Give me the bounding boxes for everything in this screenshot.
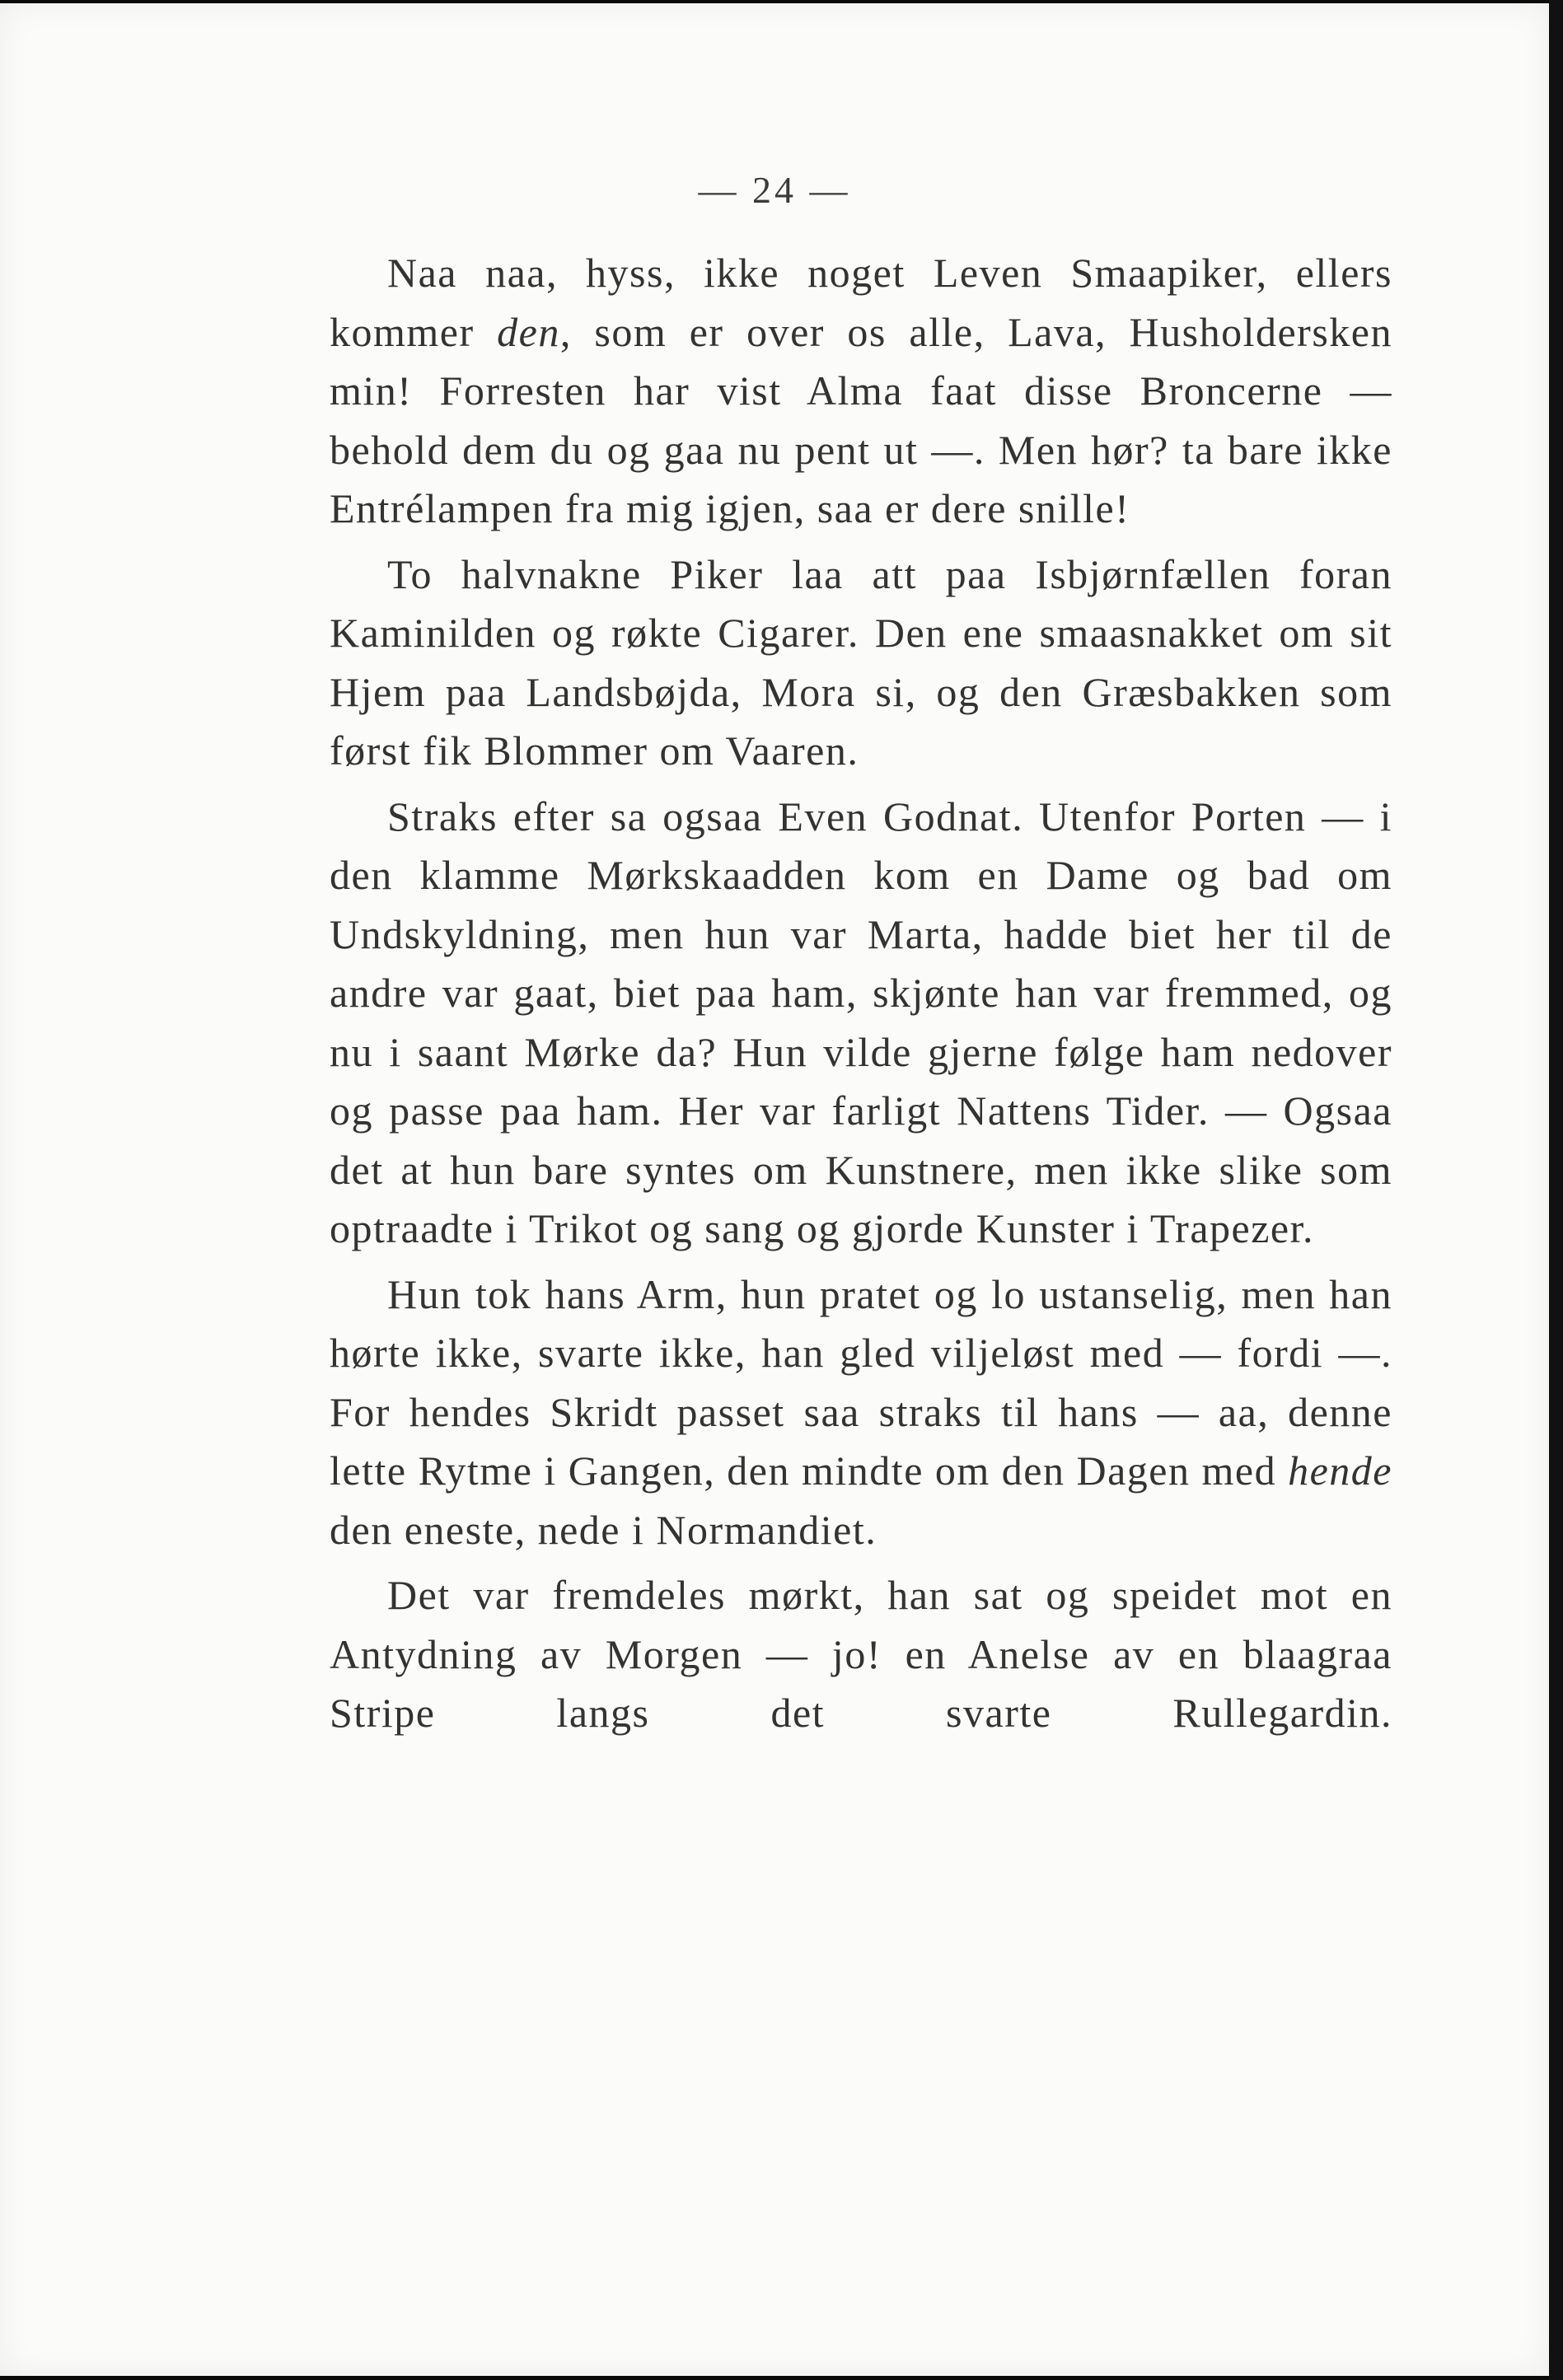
paragraph-4 — [330, 1265, 1392, 1560]
text-segment: To halvnakne Piker laa att paa Isbjørnfællen foran Kaminilden og røkte Cigarer. Den ene smaasnakket om sit Hjem paa Landsbøjda, Mora si, og den Græsbakken som først fik Blommer om Vaaren. — [330, 550, 1392, 774]
page-number: — 24 — — [698, 169, 851, 211]
paragraph-1 — [330, 244, 1392, 539]
paragraph-5 — [330, 1566, 1392, 1743]
text-segment: , som er over os alle, Lava, Husholdersken min! Forresten har vist Alma faat disse Broncerne — behold dem du og gaa nu pent ut —. Men hør? ta bare ikke Entrélampen fra mig igjen, saa er dere snille! — [330, 308, 1392, 531]
book-page — [0, 3, 1549, 2376]
text-segment: Straks efter sa ogsaa Even Godnat. Utenfor Porten — i den klamme Mørkskaadden kom en Dame og bad om Undskyldning, men hun var Marta, hadde biet her til de andre var gaat, biet paa ham, skjønte han var fremmed, og nu i saant Mørke da? Hun vilde gjerne følge ham nedover og passe paa ham. Her var farligt Nattens Tider. — Ogsaa det at hun bare syntes om Kunstnere, men ikke slike som optraadte i Trikot og sang og gjorde Kunster i Trapezer. — [330, 793, 1392, 1251]
text-segment: den eneste, nede i Normandiet. — [330, 1506, 877, 1553]
italic-word: hende — [1288, 1447, 1392, 1494]
text-segment: Hun tok hans Arm, hun pratet og lo ustanselig, men han hørte ikke, svarte ikke, han gled viljeløst med — fordi —. For hendes Skridt passet saa straks til hans — aa, denne lette Rytme i Gangen, den mindte om den Dagen med — [330, 1270, 1392, 1494]
text-segment: Naa naa, hyss, ikke noget Leven Smaapiker, ellers kommer — [330, 250, 1392, 355]
body-text — [330, 244, 1392, 1750]
text-segment: Det var fremdeles mørkt, han sat og speidet mot en Antydning av Morgen — jo! en Anelse av en blaagraa Stripe langs det svarte Rullegardin. — [330, 1572, 1392, 1736]
scan-edge — [1549, 0, 1563, 2380]
italic-word: den — [497, 308, 560, 355]
paragraph-2 — [330, 545, 1392, 781]
paragraph-3 — [330, 788, 1392, 1259]
